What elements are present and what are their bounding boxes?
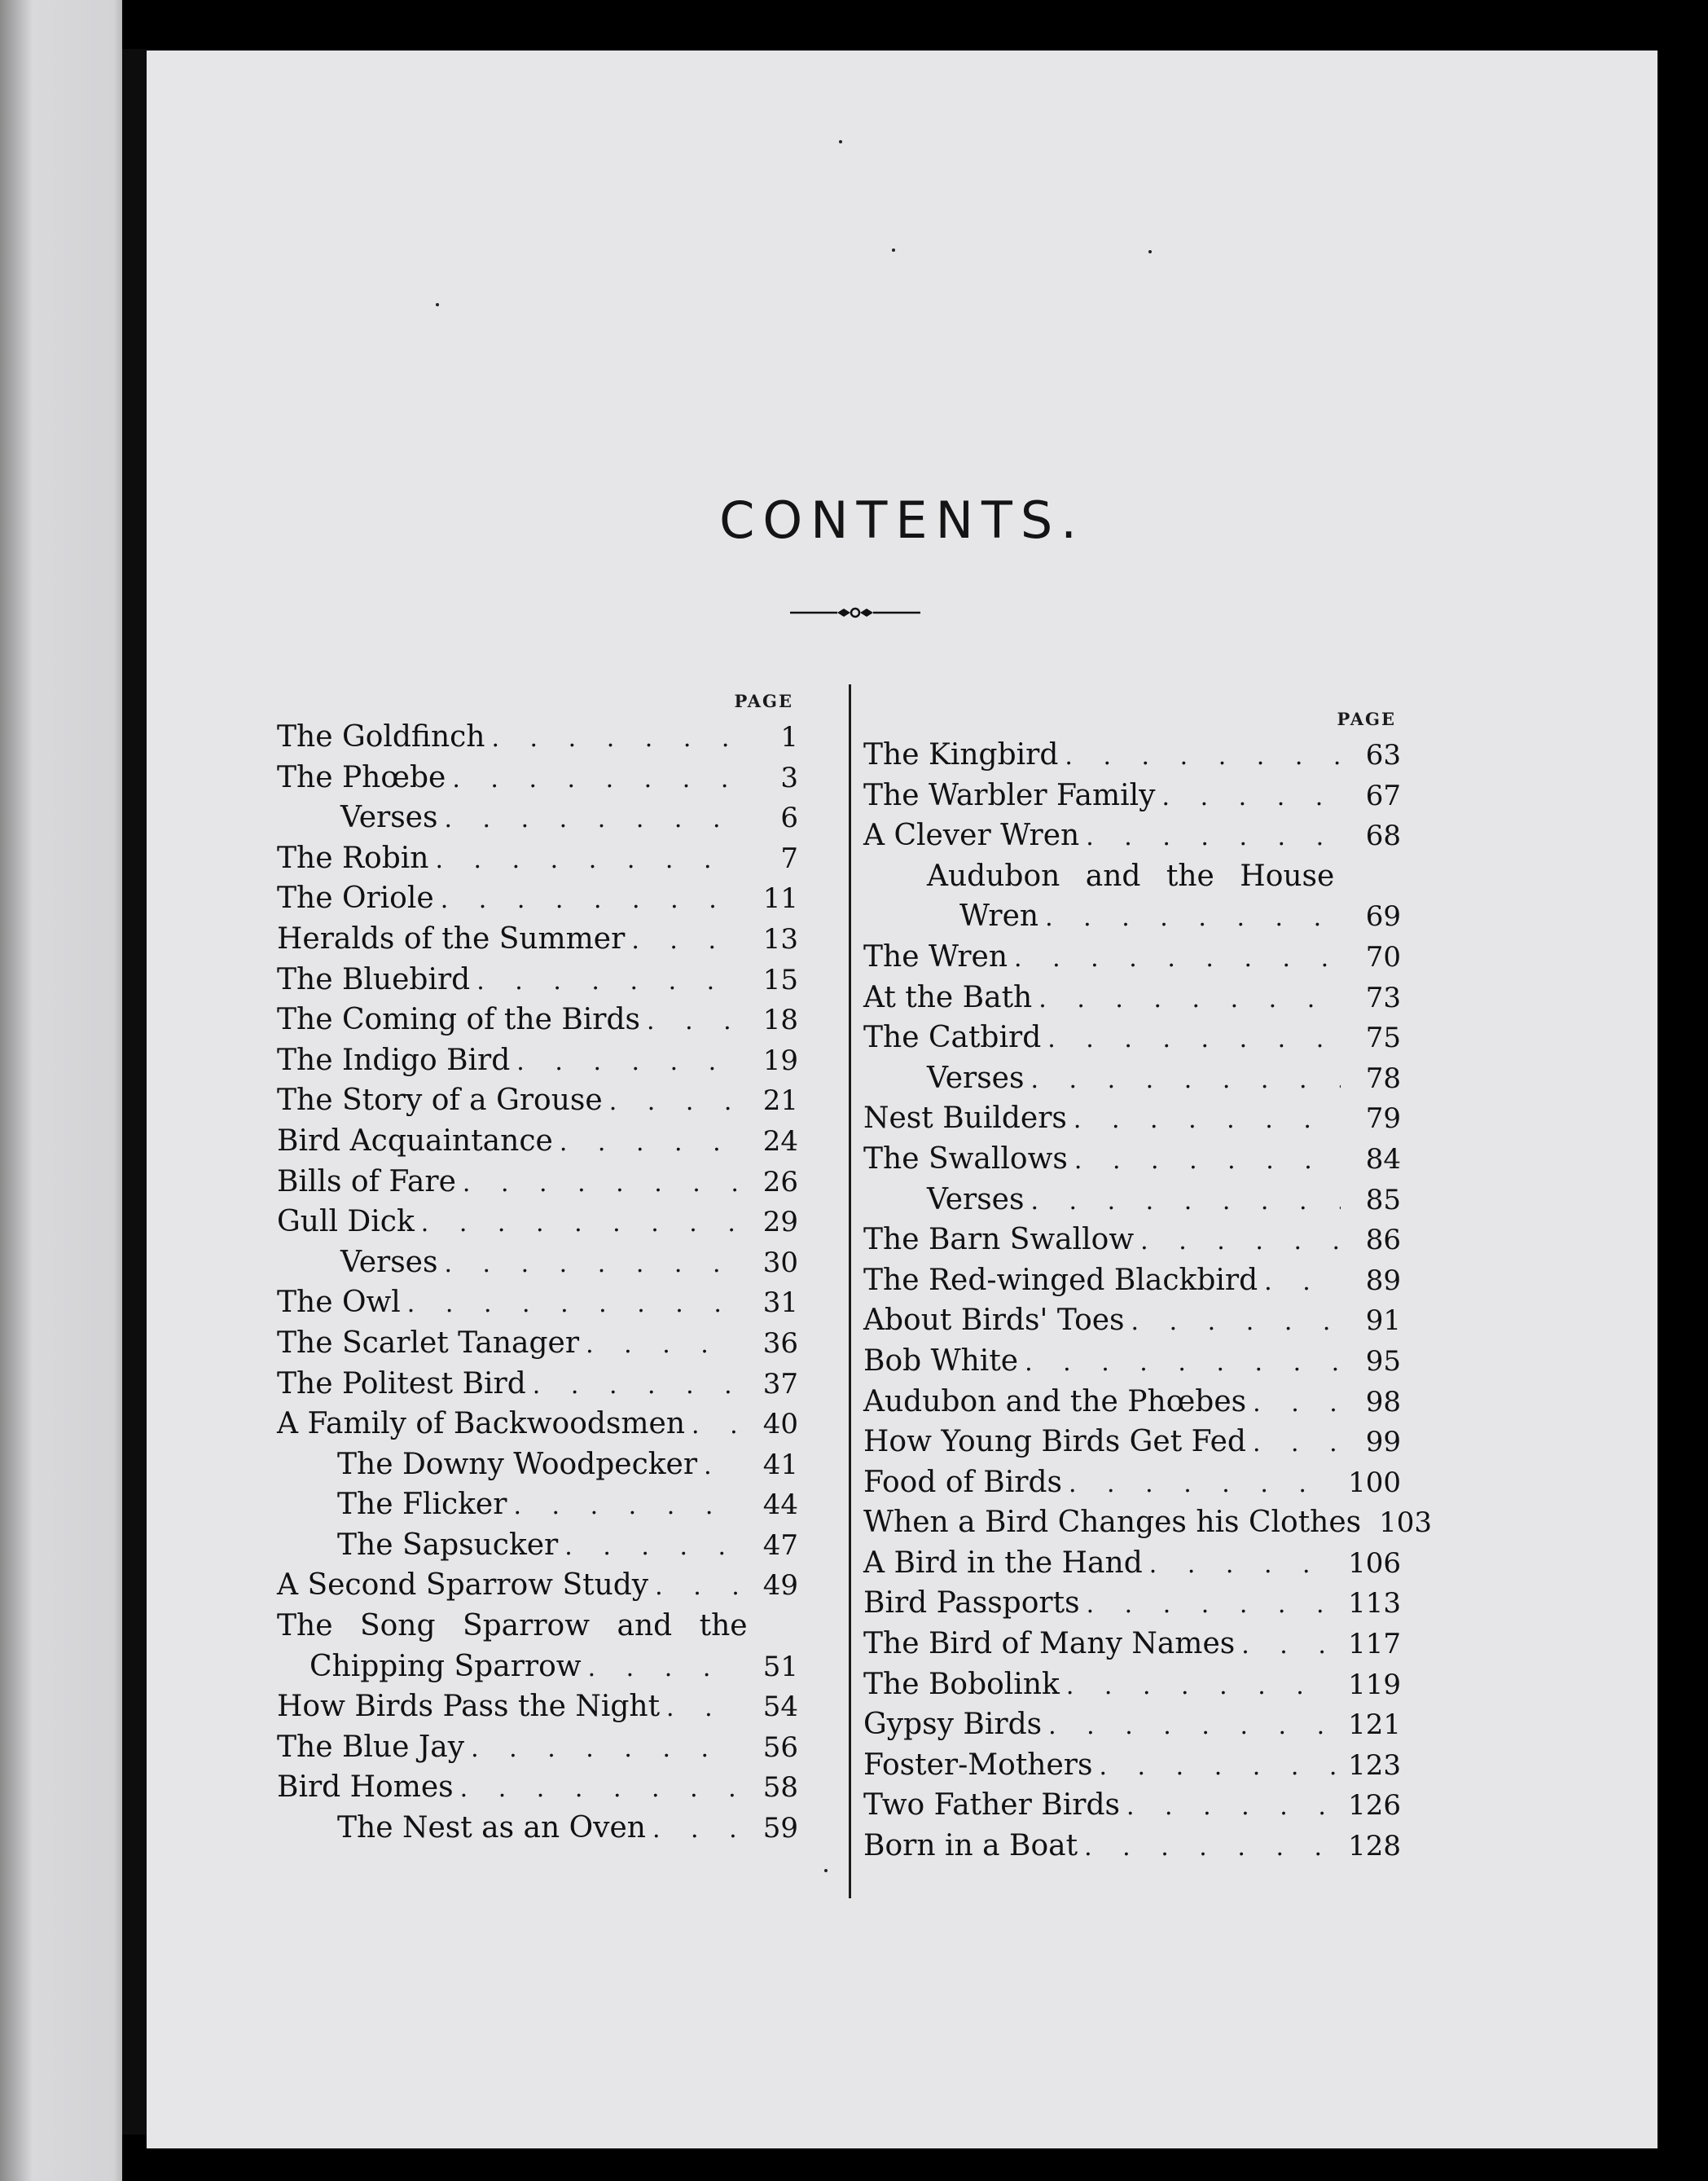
toc-entry-title: The Catbird (863, 1021, 1042, 1055)
toc-entry-page: 123 (1348, 1748, 1401, 1782)
dot-leader (1025, 1348, 1341, 1377)
toc-entry (863, 860, 1401, 900)
toc-entry-page: 89 (1365, 1264, 1401, 1297)
dot-leader (1264, 1268, 1341, 1296)
toc-entry-page: 6 (780, 802, 798, 835)
dot-leader (444, 1250, 738, 1278)
toc-entry-title: The Bluebird (277, 962, 471, 996)
toc-entry-page: 54 (762, 1691, 798, 1724)
toc-entry-page: 68 (1365, 820, 1401, 853)
dot-leader (407, 1290, 738, 1318)
toc-entry (277, 1568, 798, 1609)
toc-entry-title: The Oriole (277, 882, 434, 916)
toc-entry-title: Food of Birds (863, 1465, 1062, 1499)
toc-entry-page: 126 (1348, 1789, 1401, 1823)
dot-leader (1099, 1752, 1337, 1781)
toc-entry (863, 940, 1401, 981)
toc-entry-page: 26 (762, 1165, 798, 1198)
toc-entry (277, 1730, 798, 1771)
toc-entry-title: The Kingbird (863, 738, 1059, 772)
toc-entry (277, 1205, 798, 1246)
toc-entry-page: 121 (1348, 1708, 1401, 1742)
toc-entry-title: Foster-Mothers (863, 1748, 1093, 1782)
toc-entry-title: The Bird of Many Names (863, 1627, 1236, 1661)
toc-entry-page: 128 (1348, 1830, 1401, 1863)
dot-leader (460, 1774, 738, 1803)
toc-entry-page: 37 (762, 1367, 798, 1401)
toc-entry (277, 1770, 798, 1811)
toc-entry-title: The Flicker (337, 1488, 507, 1522)
toc-entry-page: 29 (762, 1206, 798, 1239)
toc-entry-title: Gypsy Birds (863, 1708, 1043, 1742)
dot-leader (463, 1169, 738, 1198)
toc-entry (863, 1101, 1401, 1142)
toc-entry-page: 67 (1365, 779, 1401, 812)
toc-entry-page: 49 (762, 1569, 798, 1603)
dot-leader (1253, 1429, 1341, 1458)
dot-leader (1074, 1106, 1341, 1134)
dot-leader (491, 724, 738, 753)
toc-entry-title: Born in a Boat (863, 1829, 1078, 1863)
toc-entry-title: Bird Passports (863, 1586, 1080, 1620)
toc-entry-page: 51 (762, 1650, 798, 1683)
toc-entry (863, 819, 1401, 860)
toc-entry-page: 78 (1365, 1062, 1401, 1095)
column-divider (849, 684, 851, 1898)
toc-entry-title: Heralds of the Summer (277, 921, 626, 956)
toc-entry (277, 1246, 798, 1286)
toc-entry-title: Audubon and the Phœbes (863, 1384, 1247, 1418)
toc-entry (277, 801, 798, 842)
toc-entry-title: The Politest Bird (277, 1366, 526, 1401)
dot-leader (1086, 823, 1341, 851)
title-ornament (790, 605, 920, 621)
toc-entry-title: The Song Sparrow and the (277, 1609, 748, 1643)
toc-entry-title: The Phœbe (277, 760, 446, 794)
toc-entry-page: 21 (762, 1084, 798, 1118)
toc-entry-page: 11 (762, 882, 798, 916)
dot-leader (564, 1532, 738, 1561)
toc-entry-page: 85 (1365, 1183, 1401, 1216)
toc-entry-title: Nest Builders (863, 1101, 1067, 1136)
toc-entry-page: 100 (1348, 1466, 1401, 1499)
toc-entry-title: Gull Dick (277, 1205, 415, 1239)
toc-entry-title: Verses (927, 1061, 1025, 1095)
toc-entry-title: A Family of Backwoodsmen (277, 1407, 686, 1441)
toc-entry (863, 899, 1401, 940)
toc-entry (277, 1044, 798, 1084)
dot-leader (655, 1572, 738, 1601)
toc-entry (277, 1811, 798, 1852)
dot-leader (1074, 1146, 1341, 1175)
toc-entry (277, 1690, 798, 1730)
toc-entry-page: 19 (762, 1044, 798, 1077)
toc-entry (863, 1344, 1401, 1385)
dot-leader (444, 805, 738, 833)
dot-leader (1065, 742, 1341, 771)
toc-entry (863, 1425, 1401, 1466)
toc-entry-title: The Scarlet Tanager (277, 1326, 580, 1360)
dot-leader (666, 1694, 738, 1722)
toc-entry-page: 73 (1365, 981, 1401, 1014)
toc-entry-page: 117 (1348, 1628, 1401, 1661)
page-column-header: PAGE (1337, 709, 1396, 729)
dot-leader (560, 1128, 738, 1157)
toc-entry (277, 1528, 798, 1569)
toc-entry (863, 1708, 1401, 1748)
toc-entry-page: 86 (1365, 1224, 1401, 1257)
toc-entry (863, 1183, 1401, 1224)
toc-entry-title: The Sapsucker (337, 1528, 559, 1562)
toc-entry-page: 84 (1365, 1142, 1401, 1176)
toc-entry (863, 1748, 1401, 1789)
toc-entry (277, 761, 798, 802)
toc-entry (277, 842, 798, 882)
toc-entry-page: 59 (762, 1812, 798, 1845)
toc-entry-title: Verses (340, 801, 438, 835)
toc-entry (277, 1084, 798, 1124)
dot-leader (588, 1654, 738, 1682)
toc-entry-page: 3 (780, 761, 798, 794)
toc-entry (277, 1165, 798, 1206)
toc-entry-title: When a Bird Changes his Clothes (863, 1506, 1362, 1540)
toc-entry-title: Audubon and the House (927, 859, 1335, 893)
dot-leader (1045, 904, 1341, 932)
dot-leader (647, 1007, 738, 1036)
toc-entry (277, 882, 798, 922)
toc-entry (277, 1124, 798, 1165)
toc-entry-page: 41 (762, 1448, 798, 1481)
dot-leader (1149, 1550, 1337, 1579)
toc-entry-title: Bills of Fare (277, 1164, 456, 1198)
toc-entry (277, 720, 798, 761)
dot-leader (1030, 1187, 1341, 1216)
toc-entry-title: The Swallows (863, 1141, 1068, 1176)
dot-leader (631, 926, 738, 955)
toc-entry-title: The Warbler Family (863, 778, 1156, 812)
toc-entry (863, 738, 1401, 779)
toc-entry (863, 1586, 1401, 1627)
toc-entry (863, 1223, 1401, 1264)
dot-leader (586, 1330, 738, 1359)
toc-entry-title: The Owl (277, 1286, 401, 1320)
toc-entry (863, 1021, 1401, 1062)
toc-entry-page: 63 (1365, 739, 1401, 772)
toc-entry-page: 13 (762, 922, 798, 956)
toc-entry-page: 31 (762, 1286, 798, 1320)
toc-entry (863, 1466, 1401, 1506)
toc-entry-title: The Downy Woodpecker (337, 1447, 698, 1481)
dot-leader (1066, 1672, 1337, 1700)
dot-leader (476, 967, 738, 996)
toc-entry (277, 1367, 798, 1408)
paper-speck (839, 140, 842, 143)
paper-speck (824, 1869, 828, 1872)
toc-entry-page: 15 (762, 963, 798, 996)
toc-entry (863, 1829, 1401, 1870)
toc-entry (863, 1142, 1401, 1183)
toc-entry (863, 1264, 1401, 1304)
adjacent-page-edge (0, 0, 122, 2181)
toc-entry-page: 106 (1348, 1546, 1401, 1580)
dot-leader (704, 1452, 738, 1480)
toc-entry-title: Bird Homes (277, 1770, 454, 1805)
toc-entry-title: The Red-winged Blackbird (863, 1263, 1258, 1297)
toc-entry-title: The Indigo Bird (277, 1043, 511, 1077)
dot-leader (1014, 944, 1341, 973)
toc-entry-page: 58 (762, 1771, 798, 1805)
toc-entry (277, 1326, 798, 1367)
toc-entry-title: The Goldfinch (277, 720, 485, 754)
toc-entry-title: Bird Acquaintance (277, 1123, 553, 1158)
toc-entry-page: 36 (762, 1326, 798, 1360)
toc-entry (277, 1003, 798, 1044)
toc-entry-title: The Coming of the Birds (277, 1003, 641, 1037)
toc-entry-page: 113 (1348, 1587, 1401, 1620)
toc-entry-title: The Wren (863, 939, 1008, 974)
toc-entry (863, 1627, 1401, 1668)
dot-leader (1241, 1631, 1337, 1660)
toc-entry-title: Two Father Birds (863, 1788, 1120, 1823)
toc-entry-page: 7 (780, 842, 798, 875)
toc-entry-page: 30 (762, 1246, 798, 1279)
dot-leader (1047, 1025, 1341, 1053)
page-title: CONTENTS. (719, 490, 1085, 550)
dot-leader (516, 1048, 738, 1076)
toc-entry-page: 119 (1348, 1668, 1401, 1701)
toc-entry (277, 1448, 798, 1488)
toc-entry-title: Wren (959, 899, 1039, 934)
toc-entry (863, 1668, 1401, 1708)
toc-entry (863, 1385, 1401, 1426)
dot-leader (1038, 985, 1341, 1014)
dot-leader (421, 1209, 738, 1238)
dot-leader (652, 1815, 738, 1844)
dot-leader (533, 1371, 738, 1400)
toc-entry (277, 963, 798, 1004)
toc-entry (277, 1286, 798, 1326)
toc-entry-page: 75 (1365, 1022, 1401, 1055)
dot-leader (471, 1735, 738, 1763)
toc-entry-page: 70 (1365, 940, 1401, 974)
toc-entry-page: 98 (1365, 1385, 1401, 1418)
toc-entry-title: A Second Sparrow Study (277, 1568, 649, 1603)
paper-speck (892, 248, 895, 252)
toc-entry-title: The Blue Jay (277, 1730, 465, 1764)
contents-page (147, 51, 1658, 2148)
toc-right-entries (863, 738, 1433, 1870)
toc-entry-title: The Nest as an Oven (337, 1811, 646, 1845)
toc-entry-page: 69 (1365, 900, 1401, 934)
dot-leader (513, 1492, 738, 1520)
toc-entry-page: 99 (1365, 1426, 1401, 1459)
book-binding (122, 49, 147, 2135)
toc-entry-title: Verses (340, 1245, 438, 1279)
toc-entry-title: Verses (927, 1182, 1025, 1216)
dot-leader (1126, 1792, 1337, 1821)
toc-entry-title: How Young Birds Get Fed (863, 1425, 1246, 1459)
toc-entry-page: 40 (762, 1408, 798, 1441)
dot-leader (452, 765, 738, 794)
toc-entry (863, 1506, 1433, 1546)
dot-leader (1131, 1308, 1341, 1336)
toc-entry (863, 1788, 1401, 1829)
toc-entry-page: 24 (762, 1124, 798, 1158)
dot-leader (1253, 1389, 1341, 1418)
toc-entry (277, 1407, 798, 1448)
dot-leader (1084, 1833, 1337, 1862)
toc-entry-page: 95 (1365, 1344, 1401, 1378)
toc-entry (863, 1304, 1401, 1344)
toc-entry-title: About Birds' Toes (863, 1304, 1125, 1338)
dot-leader (1162, 783, 1341, 811)
toc-entry-title: At the Bath (863, 980, 1033, 1014)
toc-entry-page: 47 (762, 1528, 798, 1562)
toc-entry-title: The Story of a Grouse (277, 1084, 603, 1118)
toc-entry (863, 1546, 1401, 1587)
toc-entry-title: A Clever Wren (863, 819, 1080, 853)
toc-entry (863, 779, 1401, 820)
toc-entry-page: 1 (780, 721, 798, 754)
toc-entry-title: Bob White (863, 1343, 1019, 1378)
toc-entry-page: 44 (762, 1488, 798, 1522)
dot-leader (441, 886, 738, 914)
toc-entry-title: The Robin (277, 841, 429, 875)
dot-leader (1140, 1227, 1341, 1255)
dot-leader (1069, 1470, 1337, 1498)
page-column-header: PAGE (734, 691, 793, 711)
toc-entry-page: 103 (1379, 1506, 1433, 1540)
dot-leader (1048, 1712, 1337, 1740)
toc-entry-title: A Bird in the Hand (863, 1546, 1143, 1580)
toc-left-entries (277, 720, 798, 1852)
dot-leader (435, 846, 738, 874)
dot-leader (1087, 1590, 1337, 1619)
toc-entry-page: 79 (1365, 1102, 1401, 1136)
toc-entry (277, 1488, 798, 1528)
paper-speck (1148, 250, 1152, 253)
dot-leader (1030, 1066, 1341, 1094)
toc-entry-title: How Birds Pass the Night (277, 1690, 661, 1724)
toc-entry (863, 981, 1401, 1022)
toc-entry-page: 56 (762, 1730, 798, 1764)
toc-entry (277, 1609, 798, 1650)
toc-entry-title: The Barn Swallow (863, 1223, 1135, 1257)
paper-speck (436, 303, 439, 306)
toc-entry-title: Chipping Sparrow (310, 1649, 582, 1683)
toc-entry (277, 922, 798, 963)
toc-entry (277, 1650, 798, 1691)
dot-leader (609, 1088, 738, 1116)
toc-entry-page: 18 (762, 1004, 798, 1037)
toc-entry-page: 91 (1365, 1304, 1401, 1338)
toc-entry-title: The Bobolink (863, 1667, 1060, 1701)
dot-leader (692, 1411, 738, 1440)
toc-entry (863, 1062, 1401, 1102)
